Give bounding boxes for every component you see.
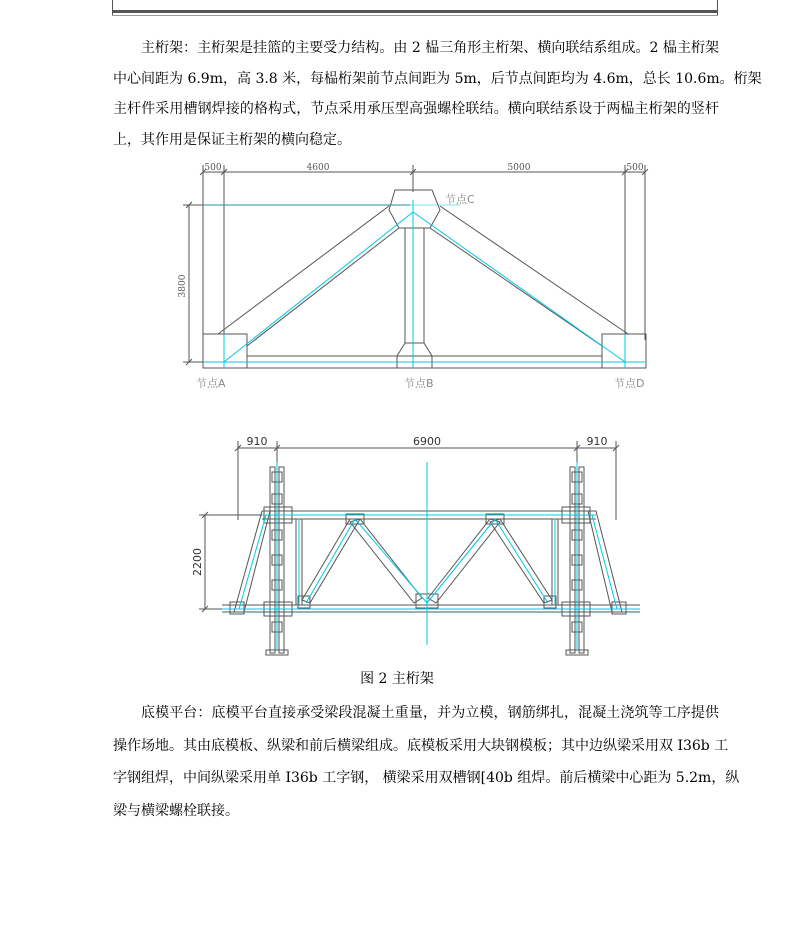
dim-label: 6900	[413, 435, 441, 448]
text-line: 主杆件采用槽钢焊接的格构式，节点采用承压型高强螺栓联结。横向联结系设于两榀主桁架的竖杆	[113, 101, 719, 117]
dim-label: 910	[246, 435, 268, 448]
paragraph-bottom-platform	[113, 697, 740, 827]
text-line: 字钢组焊，中间纵梁采用单 I36b 工字钢， 横梁采用双槽钢[40b 组焊。前后横梁中心距为 5.2m，纵	[113, 770, 740, 786]
dim-label: 500	[626, 163, 644, 173]
dim-label-height: 3800	[178, 274, 188, 298]
text-line: 上，其作用是保证主桁架的横向稳定。	[113, 131, 351, 148]
dim-label: 5000	[507, 163, 531, 173]
node-label-b: 节点B	[404, 377, 434, 390]
dim-label: 500	[204, 163, 222, 173]
figure-side-labels	[178, 163, 644, 297]
text-line: 主桁架：主桁架是挂篮的主要受力结构。由 2 榀三角形主桁架、横向联结系组成。2 榀主桁架	[141, 40, 719, 56]
text-line: 梁与横梁螺栓联接。	[113, 802, 239, 819]
text-line: 中心间距为 6.9m，高 3.8 米，每榀桁架前节点间距为 5m，后节点间距均为 4.6m，总长 10.6m。桁架	[113, 70, 762, 87]
figure-side-node-labels	[196, 192, 644, 390]
text-line: 底模平台：底模平台直接承受梁段混凝土重量，并为立模，钢筋绑扎，混凝土浇筑等工序提供	[141, 705, 719, 721]
node-label-d: 节点D	[614, 377, 645, 390]
node-label-a: 节点A	[196, 377, 226, 390]
node-label-c: 节点C	[445, 193, 475, 206]
figure-cross-section-labels	[191, 435, 608, 576]
dim-label-height: 2200	[191, 548, 204, 576]
text-line: 操作场地。其由底模板、纵梁和前后横梁组成。底模板采用大块钢模板；其中边纵梁采用双 I36b 工	[113, 737, 729, 754]
figure-caption: 图 2 主桁架	[360, 671, 434, 687]
dim-label: 910	[586, 435, 608, 448]
dim-label: 4600	[306, 163, 330, 173]
figure-cross-section	[199, 441, 640, 655]
figure-side-elevation	[183, 165, 648, 368]
figure-cross-section-centerlines	[222, 462, 640, 650]
